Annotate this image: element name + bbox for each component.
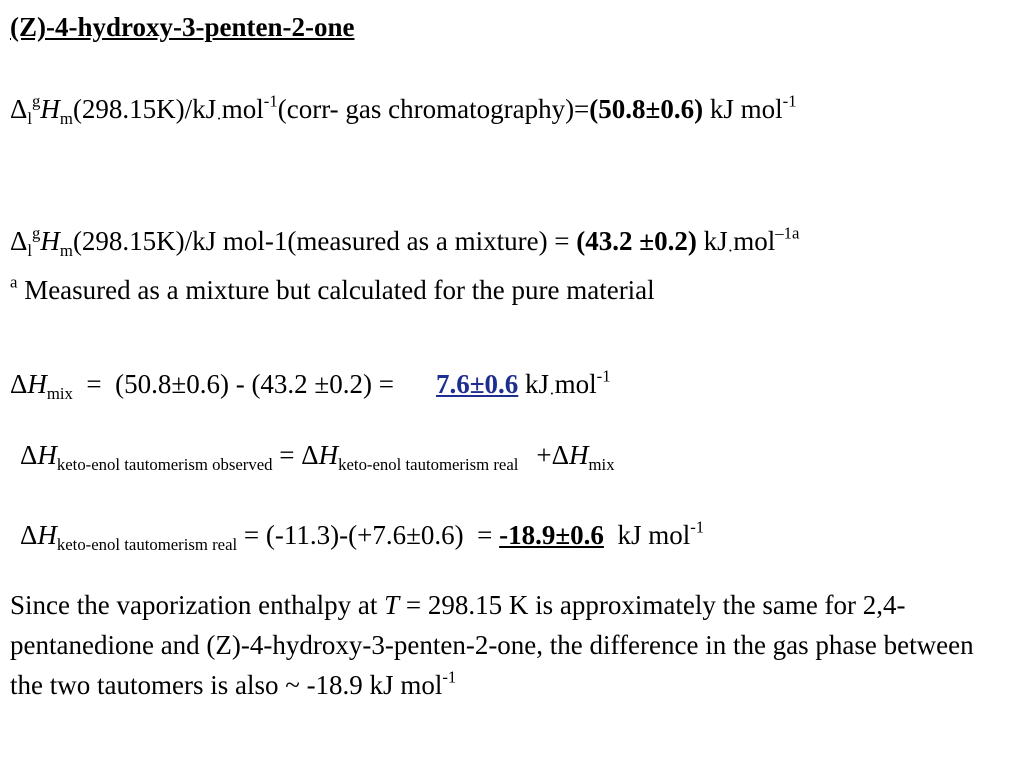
mid-dot: · [549, 383, 555, 403]
subscript-real: keto-enol tautomerism real [56, 534, 238, 554]
enthalpy-symbol: H [40, 226, 60, 256]
unit-exponent: -1 [263, 91, 278, 111]
enthalpy-symbol: H [569, 440, 589, 470]
value-unit-exponent: -1 [782, 91, 797, 111]
equals-sign: = [272, 440, 302, 470]
mixing-equation: = (50.8±0.6) - (43.2 ±0.2) = [72, 369, 394, 399]
gc-value: (50.8±0.6) [589, 94, 704, 124]
unit-kj: kJ [518, 369, 550, 399]
delta-symbol: Δ [10, 226, 28, 256]
subscript-mix: mix [46, 383, 73, 403]
plus-sign: + [536, 440, 552, 470]
vaporization-enthalpy-gc-line [10, 91, 797, 128]
unit-mol: mol [733, 226, 776, 256]
unit-mol: mol [221, 94, 264, 124]
footnote [10, 272, 655, 305]
tautomerism-relation-line [20, 440, 615, 474]
unit-kj: kJ [696, 226, 728, 256]
enthalpy-symbol: H [27, 369, 47, 399]
mid-dot: · [216, 108, 222, 128]
subscript-m: m [59, 108, 73, 128]
condition-text: (298.15K)/kJ mol-1(measured as a mixture) = [72, 226, 577, 256]
unit-exponent: -1 [596, 366, 611, 386]
subscript-observed: keto-enol tautomerism observed [56, 454, 273, 474]
delta-symbol: Δ [551, 440, 570, 470]
subscript-real: keto-enol tautomerism real [338, 454, 519, 474]
real-value: -18.9±0.6 [499, 520, 604, 550]
delta-symbol: Δ [10, 369, 28, 399]
temperature-symbol: T [384, 590, 400, 620]
footnote-marker: a [10, 272, 18, 292]
superscript-g: g [32, 223, 41, 243]
mixture-value: (43.2 ±0.2) [576, 226, 697, 256]
vaporization-enthalpy-mixture-line [10, 223, 800, 260]
condition-text: (298.15K)/kJ [72, 94, 217, 124]
delta-symbol: Δ [301, 440, 319, 470]
mixing-enthalpy-line [10, 366, 611, 403]
unit-exponent: –1a [775, 223, 800, 243]
tautomerism-real-line [20, 517, 705, 554]
paragraph-text-2: = 298.15 K is approximately the same for 2,4-pentanedione and (Z)-4-hydroxy-3-penten-2-one, the difference in the gas phase between the two tautomers is also ~ -18.9 kJ mol [10, 590, 974, 700]
enthalpy-symbol: H [318, 440, 339, 470]
superscript-g: g [32, 91, 41, 111]
method-text: (corr- gas chromatography)= [277, 94, 590, 124]
real-equation: = (-11.3)-(+7.6±0.6) = [237, 520, 500, 550]
value-unit: kJ mol [603, 520, 691, 550]
delta-symbol: Δ [20, 440, 38, 470]
unit-exponent: -1 [690, 517, 705, 537]
subscript-mix: mix [588, 454, 615, 474]
mid-dot: · [727, 240, 734, 260]
subscript-l: l [27, 240, 33, 260]
enthalpy-symbol: H [37, 440, 57, 470]
delta-symbol: Δ [20, 520, 38, 550]
page-title: (Z)-4-hydroxy-3-penten-2-one [10, 12, 355, 42]
value-unit: kJ mol [703, 94, 783, 124]
conclusion-paragraph [10, 585, 1000, 705]
subscript-l: l [27, 108, 33, 128]
paragraph-text-1: Since the vaporization enthalpy at [10, 590, 385, 620]
footnote-text: Measured as a mixture but calculated for the pure material [17, 275, 655, 305]
mixing-value: 7.6±0.6 [435, 369, 519, 399]
unit-mol: mol [554, 369, 597, 399]
enthalpy-symbol: H [37, 520, 57, 550]
enthalpy-symbol: H [40, 94, 60, 124]
delta-symbol: Δ [10, 94, 28, 124]
unit-exponent: -1 [442, 667, 457, 687]
subscript-m: m [59, 240, 73, 260]
